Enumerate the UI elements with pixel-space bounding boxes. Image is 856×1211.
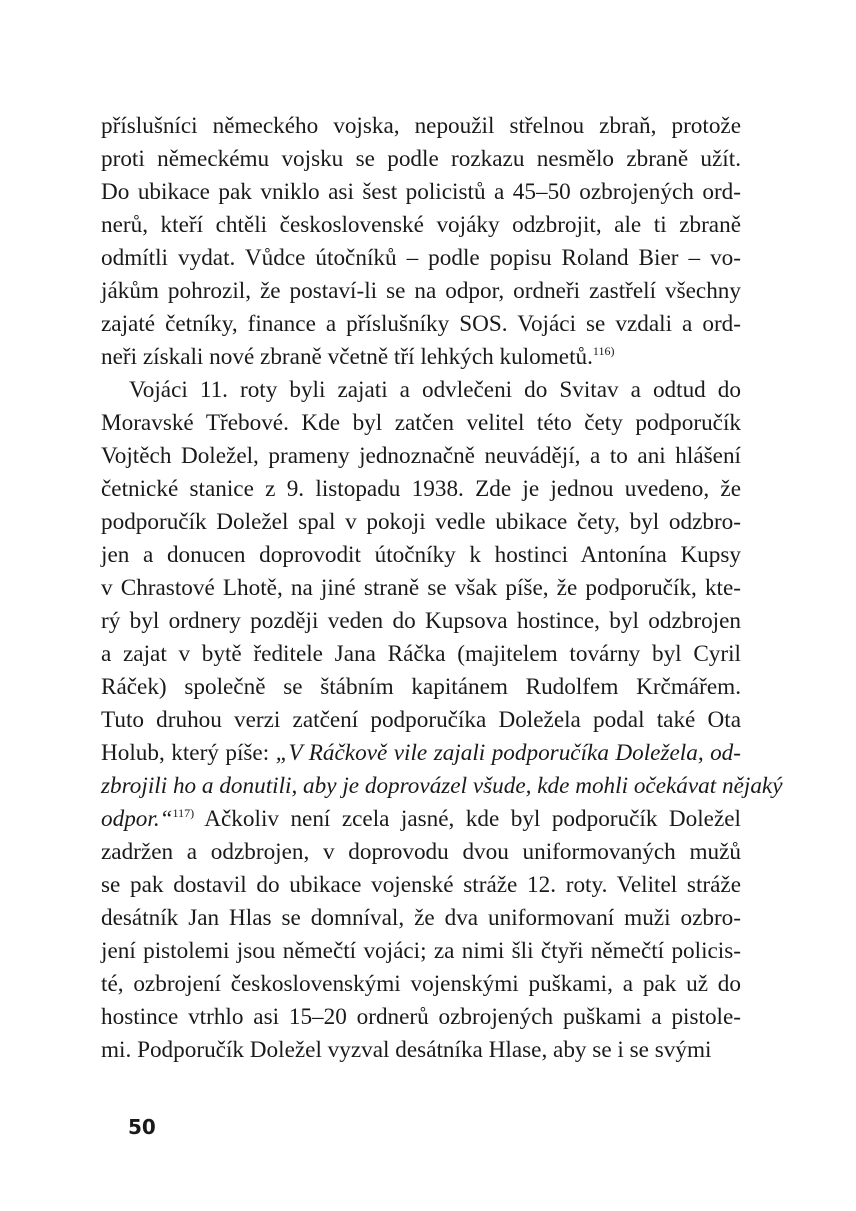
text-run: Holub, který píše: <box>101 740 276 766</box>
text-line <box>101 737 741 770</box>
text-run: Moravské Třebové. Kde byl zatčen velitel této čety podporučík <box>101 410 741 436</box>
text-line <box>101 341 741 374</box>
text-run: desátník Jan Hlas se domníval, že dva uniformovaní muži ozbro- <box>101 905 741 931</box>
text-run: zadržen a odzbrojen, v doprovodu dvou uniformovaných mužů <box>101 839 741 865</box>
body-text <box>101 110 783 1067</box>
text-run: Vojtěch Doležel, prameny jednoznačně neuvádějí, a to ani hlášení <box>101 443 741 469</box>
text-line <box>101 770 783 803</box>
text-line <box>101 902 741 935</box>
text-line <box>101 473 741 506</box>
text-line <box>101 968 741 1001</box>
text-line <box>101 176 741 209</box>
paragraph <box>101 374 783 1067</box>
text-run: rý byl ordnery později veden do Kupsova hostince, byl odzbrojen <box>101 608 741 634</box>
text-line <box>101 407 741 440</box>
text-run: Ráček) společně se štábním kapitánem Rudolfem Krčmářem. <box>101 674 741 700</box>
text-run: jákům pohrozil, že postaví-li se na odpor, ordneři zastřelí všechny <box>101 278 741 304</box>
footnote-reference: 117) <box>172 806 195 820</box>
text-run: proti německému vojsku se podle rozkazu nesmělo zbraně užít. <box>101 146 741 172</box>
text-run: odmítli vydat. Vůdce útočníků – podle popisu Roland Bier – vo- <box>101 245 741 271</box>
text-line <box>101 374 741 407</box>
text-line <box>101 1034 741 1067</box>
text-line <box>101 308 741 341</box>
text-line <box>101 671 741 704</box>
text-run: jení pistolemi jsou němečtí vojáci; za nimi šli čtyři němečtí policis- <box>101 938 741 964</box>
text-run: Vojáci 11. roty byli zajati a odvlečeni do Svitav a odtud do <box>129 377 741 403</box>
text-run: Do ubikace pak vniklo asi šest policistů a 45–50 ozbrojených ord- <box>101 179 741 205</box>
text-line <box>101 605 741 638</box>
page-number: 50 <box>128 1115 156 1139</box>
text-run: zajaté četníky, finance a příslušníky SOS. Vojáci se vzdali a ord- <box>101 311 741 337</box>
text-run: Tuto druhou verzi zatčení podporučíka Doležela podal také Ota <box>101 707 741 733</box>
text-line <box>101 242 741 275</box>
text-run: Ačkoliv není zcela jasné, kde byl podporučík Doležel <box>194 806 741 832</box>
text-line <box>101 935 741 968</box>
text-run: v Chrastové Lhotě, na jiné straně se však píše, že podporučík, kte- <box>101 575 741 601</box>
text-line <box>101 110 741 143</box>
quotation-text: odpor.“ <box>101 806 173 832</box>
text-line <box>101 143 741 176</box>
text-line <box>101 1001 741 1034</box>
text-run: neři získali nové zbraně včetně tří lehkých kulometů. <box>101 344 593 370</box>
quotation-text: zbrojili ho a donutili, aby je doprovázel všude, kde mohli očekávat nějaký <box>101 773 783 799</box>
text-line <box>101 506 741 539</box>
text-line <box>101 869 741 902</box>
text-line <box>101 638 741 671</box>
text-line <box>101 836 741 869</box>
text-run: četnické stanice z 9. listopadu 1938. Zde je jednou uvedeno, že <box>101 476 741 502</box>
paragraph <box>101 110 741 374</box>
text-run: mi. Podporučík Doležel vyzval desátníka Hlase, aby se i se svými <box>101 1037 712 1063</box>
text-line <box>101 440 741 473</box>
text-run: nerů, kteří chtěli československé vojáky odzbrojit, ale ti zbraně <box>101 212 741 238</box>
footnote-reference: 116) <box>592 344 615 358</box>
text-line <box>101 803 741 836</box>
text-run: té, ozbrojení československými vojenskými puškami, a pak už do <box>101 971 741 997</box>
text-line <box>101 539 741 572</box>
text-run: se pak dostavil do ubikace vojenské stráže 12. roty. Velitel stráže <box>101 872 741 898</box>
text-run: hostince vtrhlo asi 15–20 ordnerů ozbrojených puškami a pistole- <box>101 1004 741 1030</box>
text-run: a zajat v bytě ředitele Jana Ráčka (majitelem továrny byl Cyril <box>101 641 741 667</box>
text-run: jen a donucen doprovodit útočníky k hostinci Antonína Kupsy <box>101 542 741 568</box>
quotation-text: „V Ráčkově vile zajali podporučíka Doležela, od- <box>275 740 741 766</box>
text-line <box>101 572 741 605</box>
text-line <box>101 275 741 308</box>
text-run: podporučík Doležel spal v pokoji vedle ubikace čety, byl odzbro- <box>101 509 741 535</box>
text-run: příslušníci německého vojska, nepoužil střelnou zbraň, protože <box>101 113 741 139</box>
text-line <box>101 209 741 242</box>
text-line <box>101 704 741 737</box>
